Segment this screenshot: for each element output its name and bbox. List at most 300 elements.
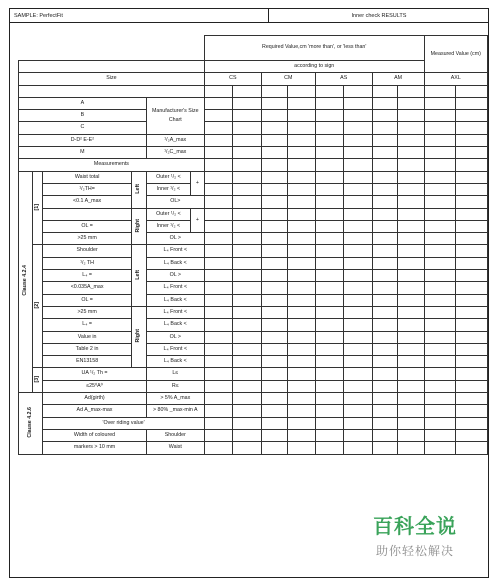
measurement-cell <box>456 331 488 343</box>
g2-label-6: L₄ = <box>43 319 132 331</box>
row-label-a: A <box>19 97 147 109</box>
measurement-cell <box>398 208 425 220</box>
g2-label-3: <0.035A_max <box>43 282 132 294</box>
measurement-table <box>18 35 488 455</box>
g2-side-right: Right <box>131 306 146 367</box>
c426-left-1: Ad A_max-max <box>43 405 146 417</box>
measurement-cell <box>204 393 233 405</box>
measurement-cell <box>233 110 262 122</box>
measurement-cell <box>261 331 287 343</box>
measurement-cell <box>456 257 488 269</box>
measurement-cell <box>398 405 425 417</box>
g1-label-5: >25 mm <box>43 233 132 245</box>
measurement-cell <box>315 343 344 355</box>
sample-label: SAMPLE: PerfectFit <box>14 13 63 19</box>
measurement-cell <box>424 220 456 232</box>
g3-label-1: ≤25⁰A⁰ <box>43 380 146 392</box>
measurement-cell <box>456 306 488 318</box>
measurement-cell <box>315 405 344 417</box>
measurement-cell <box>344 196 373 208</box>
measurement-cell <box>398 368 425 380</box>
g3-label-0: UA ¹/₂ Th = <box>43 368 146 380</box>
measurement-cell <box>398 134 425 146</box>
g2-mid-6: L₄ Back < <box>146 319 204 331</box>
measurement-cell <box>204 208 233 220</box>
g2-label-1: ¹/₂ TH <box>43 257 132 269</box>
g2-label-9: EN13158 <box>43 356 132 368</box>
measurement-cell <box>398 270 425 282</box>
g1-side-left: Left <box>131 171 146 208</box>
measurement-cell <box>233 270 262 282</box>
measurement-cell <box>424 233 456 245</box>
c426-left-0: Ad(girth) <box>43 393 146 405</box>
measurement-cell <box>315 110 344 122</box>
measurement-cell <box>456 294 488 306</box>
measurement-cell <box>233 380 262 392</box>
measurement-cell <box>288 417 315 429</box>
measurement-cell <box>456 380 488 392</box>
measurement-cell <box>233 294 262 306</box>
measurement-cell <box>315 220 344 232</box>
measurement-cell <box>261 442 287 454</box>
measurement-cell <box>344 134 373 146</box>
measurement-cell <box>233 208 262 220</box>
measurement-cell <box>398 442 425 454</box>
measurement-cell <box>288 196 315 208</box>
measurement-cell <box>344 183 373 195</box>
measurement-cell <box>344 220 373 232</box>
measurement-cell <box>398 122 425 134</box>
measurement-cell <box>288 171 315 183</box>
measurement-cell <box>261 220 287 232</box>
measurement-cell <box>456 233 488 245</box>
measurement-cell <box>315 171 344 183</box>
measurement-cell <box>261 110 287 122</box>
measurement-cell <box>456 319 488 331</box>
measurement-cell <box>233 97 262 109</box>
g1-label-1: ¹/₂TH= <box>43 183 132 195</box>
measurement-cell <box>288 393 315 405</box>
g2-label-8: Table 2 in <box>43 343 132 355</box>
measurement-cell <box>261 343 287 355</box>
measurement-cell <box>261 147 287 159</box>
measurement-cell <box>424 417 456 429</box>
measurement-cell <box>204 294 233 306</box>
measurement-cell <box>456 270 488 282</box>
measurement-cell <box>398 245 425 257</box>
g1-plus-2: + <box>191 208 205 233</box>
g1-mid-0: Outer ¹/₂ < <box>146 171 190 183</box>
measurement-cell <box>204 196 233 208</box>
g2-label-4: OL = <box>43 294 132 306</box>
measurement-cell <box>456 147 488 159</box>
measurement-cell <box>372 85 397 97</box>
row-label-b: B <box>19 110 147 122</box>
measurement-cell <box>204 442 233 454</box>
measurement-cell <box>261 134 287 146</box>
measurement-cell <box>398 196 425 208</box>
measurement-cell <box>261 393 287 405</box>
measurement-cell <box>204 85 233 97</box>
g2-label-7: Value in <box>43 331 132 343</box>
measurement-cell <box>372 282 397 294</box>
measurement-cell <box>398 233 425 245</box>
measurement-cell <box>288 442 315 454</box>
g1-mid-2: OL> <box>146 196 204 208</box>
measurement-cell <box>315 393 344 405</box>
measurement-cell <box>315 368 344 380</box>
measurement-cell <box>344 417 373 429</box>
measurement-cell <box>372 442 397 454</box>
measurement-cell <box>456 122 488 134</box>
size-col-cm: CM <box>261 73 315 85</box>
clause-426-label: Clause 4.2.6 <box>19 393 43 454</box>
measurement-cell <box>204 343 233 355</box>
measurement-cell <box>288 270 315 282</box>
measurement-cell <box>424 380 456 392</box>
measurement-cell <box>288 134 315 146</box>
measurement-cell <box>288 220 315 232</box>
measurement-cell <box>261 294 287 306</box>
measurement-cell <box>288 159 315 171</box>
measurement-cell <box>398 257 425 269</box>
g2-mid-2: OL > <box>146 270 204 282</box>
according-to-sign: according to sign <box>204 61 424 73</box>
measurement-cell <box>261 429 287 441</box>
measurement-cell <box>344 257 373 269</box>
measurement-cell <box>315 306 344 318</box>
measurement-cell <box>344 331 373 343</box>
measurement-cell <box>372 343 397 355</box>
measurement-cell <box>344 380 373 392</box>
measurement-cell <box>424 196 456 208</box>
measurement-cell <box>233 356 262 368</box>
group-2-label: [2] <box>32 245 43 368</box>
measurement-cell <box>288 122 315 134</box>
measurement-cell <box>288 147 315 159</box>
measurement-cell <box>315 159 344 171</box>
measurement-cell <box>424 110 456 122</box>
g1-label-4: OL = <box>43 220 132 232</box>
measurement-cell <box>398 171 425 183</box>
measurement-cell <box>372 368 397 380</box>
measurement-cell <box>204 220 233 232</box>
measurement-cell <box>344 270 373 282</box>
g1-label-0: Waist total <box>43 171 132 183</box>
measurement-cell <box>315 196 344 208</box>
measurement-cell <box>288 429 315 441</box>
measurement-cell <box>288 319 315 331</box>
measurement-cell <box>398 294 425 306</box>
g2-side-left: Left <box>131 245 146 306</box>
measurement-cell <box>261 208 287 220</box>
measurement-cell <box>233 159 262 171</box>
measurement-cell <box>261 319 287 331</box>
measurement-cell <box>233 442 262 454</box>
measurement-cell <box>456 368 488 380</box>
measurement-cell <box>204 97 233 109</box>
measurement-cell <box>372 159 397 171</box>
measurement-cell <box>19 36 205 61</box>
measurement-cell <box>398 183 425 195</box>
measurement-cell <box>315 331 344 343</box>
measurement-cell <box>372 171 397 183</box>
measurement-cell <box>424 429 456 441</box>
measurements-label: Measurements <box>19 159 205 171</box>
row-label-c: C <box>19 122 147 134</box>
measurement-cell <box>398 110 425 122</box>
shoulder-label: Shoulder <box>146 429 204 441</box>
measurement-cell <box>372 429 397 441</box>
measurement-cell <box>372 405 397 417</box>
measurement-cell <box>315 257 344 269</box>
measurement-cell <box>204 380 233 392</box>
measurement-cell <box>204 356 233 368</box>
measurement-cell <box>204 368 233 380</box>
measurement-cell <box>424 282 456 294</box>
measurement-cell <box>204 233 233 245</box>
measurement-cell <box>233 417 262 429</box>
measurement-cell <box>456 110 488 122</box>
measurement-cell <box>456 282 488 294</box>
measurement-cell <box>204 122 233 134</box>
measurement-cell <box>288 331 315 343</box>
measurement-cell <box>288 233 315 245</box>
g1-mid-1: Inner ¹/₂ < <box>146 183 190 195</box>
g2-mid-1: L₄ Back < <box>146 257 204 269</box>
measurement-cell <box>344 393 373 405</box>
header-divider <box>268 9 269 22</box>
measurement-cell <box>372 380 397 392</box>
measurement-cell <box>233 171 262 183</box>
measurement-cell <box>261 245 287 257</box>
manufacturer-size-chart: Manufacturer's Size Chart <box>146 97 204 134</box>
g1-side-right: Right <box>131 208 146 245</box>
measurement-cell <box>233 233 262 245</box>
measurement-cell <box>233 220 262 232</box>
measurement-cell <box>288 110 315 122</box>
measurement-cell <box>233 245 262 257</box>
measurement-cell <box>398 147 425 159</box>
measurement-cell <box>288 380 315 392</box>
measurement-cell <box>424 134 456 146</box>
measurement-cell <box>204 429 233 441</box>
measurement-cell <box>315 147 344 159</box>
measurement-cell <box>424 306 456 318</box>
measurement-cell <box>398 343 425 355</box>
measurement-cell <box>233 85 262 97</box>
measurement-cell <box>398 306 425 318</box>
measurement-cell <box>372 122 397 134</box>
measurement-cell <box>372 183 397 195</box>
measurement-cell <box>456 85 488 97</box>
measurement-cell <box>456 208 488 220</box>
g2-mid-8: L₄ Front < <box>146 343 204 355</box>
measurement-cell <box>315 85 344 97</box>
measurement-cell <box>261 196 287 208</box>
measurement-cell <box>424 183 456 195</box>
measurement-cell <box>398 85 425 97</box>
required-value-header: Required Value,cm 'more than', or 'less than' <box>204 36 424 61</box>
measurement-cell <box>424 343 456 355</box>
measurement-cell <box>398 380 425 392</box>
measurement-cell <box>288 183 315 195</box>
measurement-cell <box>204 147 233 159</box>
measurement-cell <box>233 196 262 208</box>
measurement-cell <box>398 417 425 429</box>
measured-value-header: Measured Value (cm) <box>424 36 487 73</box>
g1-label-2: <0.1 A_max <box>43 196 132 208</box>
measurement-cell <box>233 122 262 134</box>
measurement-cell <box>204 110 233 122</box>
measurement-cell <box>344 85 373 97</box>
measurement-cell <box>372 110 397 122</box>
measurement-cell <box>372 319 397 331</box>
measurement-cell <box>233 257 262 269</box>
measurement-cell <box>233 405 262 417</box>
measurement-cell <box>315 380 344 392</box>
measurement-cell <box>424 257 456 269</box>
measurement-cell <box>233 393 262 405</box>
measurement-cell <box>288 405 315 417</box>
measurement-cell <box>261 417 287 429</box>
g2-mid-5: L₄ Front < <box>146 306 204 318</box>
measurement-cell <box>204 171 233 183</box>
g1-plus-1: + <box>191 171 205 196</box>
size-col-am: AM <box>372 73 424 85</box>
measurement-cell <box>424 331 456 343</box>
measurement-cell <box>456 442 488 454</box>
measurement-cell <box>344 429 373 441</box>
measurement-cell <box>261 257 287 269</box>
measurement-cell <box>288 343 315 355</box>
measurement-cell <box>261 380 287 392</box>
measurement-cell <box>398 331 425 343</box>
measurement-cell <box>424 97 456 109</box>
measurement-cell <box>315 417 344 429</box>
measurement-cell <box>315 282 344 294</box>
measurement-cell <box>261 171 287 183</box>
measurement-cell <box>261 183 287 195</box>
size-col-as: AS <box>315 73 372 85</box>
measurement-cell <box>315 356 344 368</box>
measurement-cell <box>424 368 456 380</box>
waist-label: Waist <box>146 442 204 454</box>
measurement-cell <box>424 393 456 405</box>
g1-label-3 <box>43 208 132 220</box>
measurement-cell <box>315 245 344 257</box>
g1-mid-3: Outer ¹/₂ < <box>146 208 190 220</box>
g2-mid-3: L₄ Front < <box>146 282 204 294</box>
measurement-cell <box>344 97 373 109</box>
measurement-cell <box>424 85 456 97</box>
measurement-cell <box>456 245 488 257</box>
measurement-cell <box>456 134 488 146</box>
measurement-cell <box>315 97 344 109</box>
measurement-cell <box>315 183 344 195</box>
measurement-cell <box>204 282 233 294</box>
measurement-cell <box>288 85 315 97</box>
measurement-cell <box>344 171 373 183</box>
measurement-cell <box>344 368 373 380</box>
blank-row <box>19 85 205 97</box>
measurement-cell <box>233 282 262 294</box>
measurement-cell <box>372 417 397 429</box>
measurement-cell <box>261 159 287 171</box>
measurement-cell <box>261 306 287 318</box>
measurement-cell <box>261 233 287 245</box>
measurement-cell <box>456 429 488 441</box>
measurement-cell <box>204 405 233 417</box>
size-col-cs: CS <box>204 73 261 85</box>
measurement-cell <box>424 159 456 171</box>
measurement-cell <box>372 270 397 282</box>
measurement-cell <box>372 294 397 306</box>
measurement-cell <box>398 282 425 294</box>
measurement-cell <box>344 245 373 257</box>
inner-check-label: Inner check RESULTS <box>351 13 407 19</box>
g2-label-2: L₄ = <box>43 270 132 282</box>
measurement-cell <box>315 208 344 220</box>
measurement-cell <box>261 282 287 294</box>
g3-mid-1: R≤ <box>146 380 204 392</box>
measurement-cell <box>288 208 315 220</box>
g2-mid-0: L₄ Front < <box>146 245 204 257</box>
measurement-cell <box>372 331 397 343</box>
measurement-cell <box>424 294 456 306</box>
group-1-label: [1] <box>32 171 43 245</box>
measurement-cell <box>204 134 233 146</box>
measurement-cell <box>261 85 287 97</box>
measurement-cell <box>233 331 262 343</box>
measurement-cell <box>372 233 397 245</box>
measurement-cell <box>456 171 488 183</box>
measurement-cell <box>315 442 344 454</box>
size-label: Size <box>19 73 205 85</box>
measurement-cell <box>398 97 425 109</box>
measurement-cell <box>315 122 344 134</box>
measurement-cell <box>424 122 456 134</box>
c426-right-1: > 80% _max-min A <box>146 405 204 417</box>
measurement-cell <box>456 405 488 417</box>
measurement-cell <box>233 134 262 146</box>
measurement-cell <box>288 368 315 380</box>
measurement-cell <box>204 319 233 331</box>
measurement-cell <box>315 429 344 441</box>
measurement-cell <box>344 208 373 220</box>
measurement-cell <box>372 208 397 220</box>
measurement-cell <box>204 306 233 318</box>
measurement-cell <box>204 257 233 269</box>
measurement-cell <box>344 159 373 171</box>
measurement-cell <box>315 270 344 282</box>
measurement-cell <box>204 417 233 429</box>
measurement-cell <box>456 183 488 195</box>
measurement-cell <box>398 319 425 331</box>
g1-mid-5: OL > <box>146 233 204 245</box>
measurement-cell <box>288 257 315 269</box>
measurement-cell <box>372 147 397 159</box>
size-col-axl: AXL <box>424 73 487 85</box>
measurement-cell <box>261 97 287 109</box>
measurement-cell <box>344 233 373 245</box>
measurement-cell <box>344 306 373 318</box>
g3-mid-0: L≤ <box>146 368 204 380</box>
measurement-cell <box>424 442 456 454</box>
measurement-cell <box>398 393 425 405</box>
measurement-cell <box>344 319 373 331</box>
row-label-dd: D-D² E-E² <box>19 134 147 146</box>
